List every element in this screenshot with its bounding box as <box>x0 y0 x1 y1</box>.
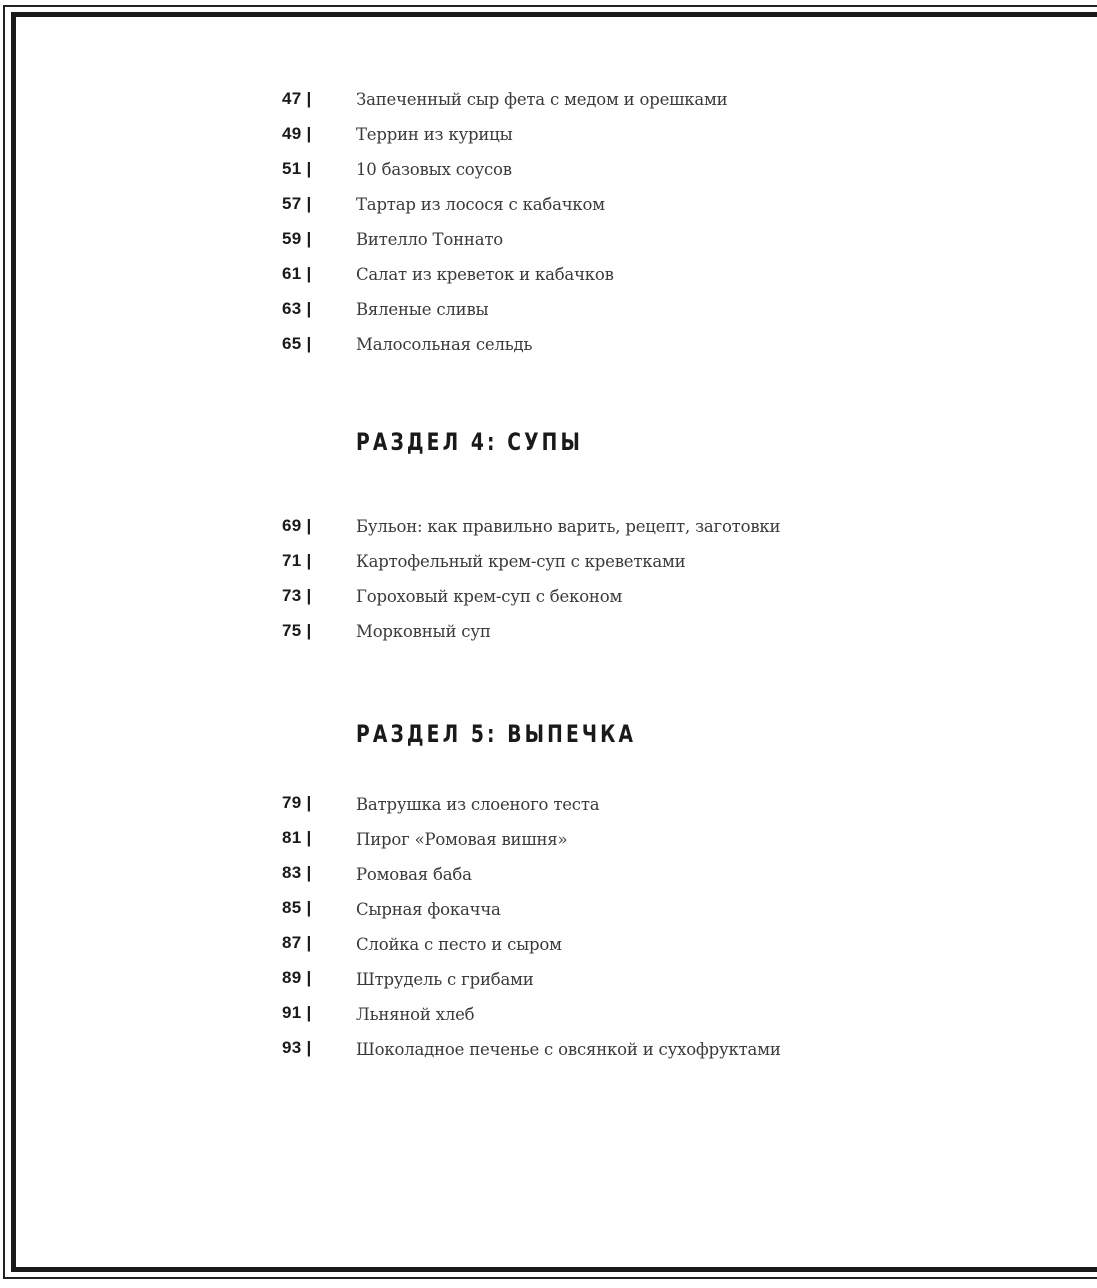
entry-title: Слойка с песто и сыром <box>356 935 562 954</box>
entry-title: Салат из креветок и кабачков <box>356 265 614 284</box>
toc-entry[interactable] <box>0 1003 900 1027</box>
toc-entry[interactable] <box>0 229 900 253</box>
entry-title: Вяленые сливы <box>356 300 489 319</box>
page-number: 85 | <box>282 898 312 917</box>
entry-title: Морковный суп <box>356 622 491 641</box>
entry-title: 10 базовых соусов <box>356 160 512 179</box>
page-number: 71 | <box>282 551 312 570</box>
page-number: 51 | <box>282 159 312 178</box>
page-number: 83 | <box>282 863 312 882</box>
page-number: 63 | <box>282 299 312 318</box>
page-number: 79 | <box>282 793 312 812</box>
toc-entry[interactable] <box>0 863 900 887</box>
section-heading: РАЗДЕЛ 4: СУПЫ <box>356 428 583 456</box>
toc-entry[interactable] <box>0 124 900 148</box>
entry-title: Гороховый крем-суп с беконом <box>356 587 623 606</box>
entry-title: Террин из курицы <box>356 125 513 144</box>
page-number: 49 | <box>282 124 312 143</box>
page-number: 81 | <box>282 828 312 847</box>
page-number: 65 | <box>282 334 312 353</box>
entry-title: Вителло Тоннато <box>356 230 503 249</box>
entry-title: Бульон: как правильно варить, рецепт, заготовки <box>356 517 781 536</box>
entry-title: Пирог «Ромовая вишня» <box>356 830 568 849</box>
toc-entry[interactable] <box>0 194 900 218</box>
page-number: 75 | <box>282 621 312 640</box>
toc-entry[interactable] <box>0 264 900 288</box>
page-number: 91 | <box>282 1003 312 1022</box>
page-number: 89 | <box>282 968 312 987</box>
entry-title: Ромовая баба <box>356 865 472 884</box>
page-number: 87 | <box>282 933 312 952</box>
page-number: 69 | <box>282 516 312 535</box>
toc-entry[interactable] <box>0 933 900 957</box>
toc-entry[interactable] <box>0 159 900 183</box>
toc-entry[interactable] <box>0 551 900 575</box>
toc-entry[interactable] <box>0 334 900 358</box>
page-number: 93 | <box>282 1038 312 1057</box>
entry-title: Тартар из лосося с кабачком <box>356 195 605 214</box>
entry-title: Запеченный сыр фета с медом и орешками <box>356 90 728 109</box>
toc-entry[interactable] <box>0 621 900 645</box>
entry-title: Штрудель с грибами <box>356 970 534 989</box>
section-heading: РАЗДЕЛ 5: ВЫПЕЧКА <box>356 720 637 748</box>
toc-entry[interactable] <box>0 828 900 852</box>
entry-title: Картофельный крем-суп с креветками <box>356 552 686 571</box>
page-number: 47 | <box>282 89 312 108</box>
entry-title: Малосольная сельдь <box>356 335 533 354</box>
toc-entry[interactable] <box>0 299 900 323</box>
toc-entry[interactable] <box>0 1038 900 1062</box>
page-number: 59 | <box>282 229 312 248</box>
entry-title: Сырная фокачча <box>356 900 501 919</box>
page-number: 73 | <box>282 586 312 605</box>
toc-entry[interactable] <box>0 968 900 992</box>
entry-title: Ватрушка из слоеного теста <box>356 795 600 814</box>
page-number: 57 | <box>282 194 312 213</box>
toc-entry[interactable] <box>0 898 900 922</box>
page-number: 61 | <box>282 264 312 283</box>
toc-entry[interactable] <box>0 89 900 113</box>
toc-entry[interactable] <box>0 516 900 540</box>
toc-entry[interactable] <box>0 586 900 610</box>
entry-title: Льняной хлеб <box>356 1005 475 1024</box>
toc-entry[interactable] <box>0 793 900 817</box>
entry-title: Шоколадное печенье с овсянкой и сухофруктами <box>356 1040 781 1059</box>
